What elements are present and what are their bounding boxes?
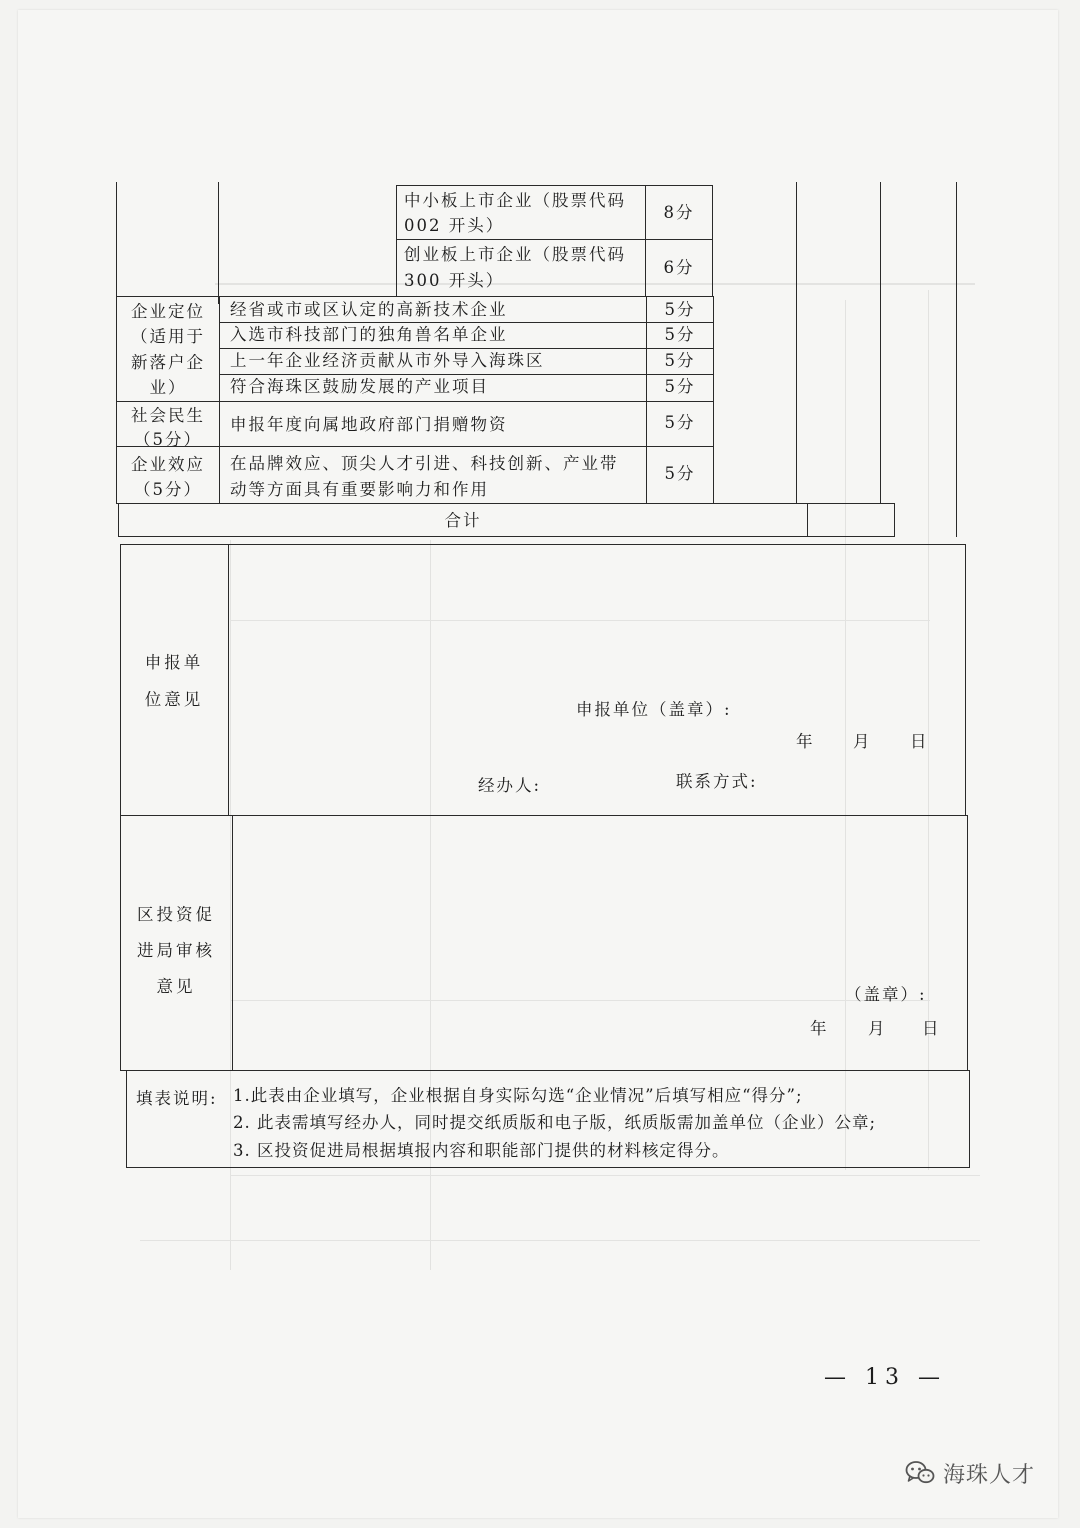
positioning-category-line: （适用于 bbox=[131, 327, 205, 346]
score-column-rule bbox=[880, 182, 881, 504]
effect-item-score: 5分 bbox=[664, 464, 696, 483]
positioning-category-line: 企业定位 bbox=[131, 302, 205, 321]
applicant-handler-label: 经办人: bbox=[478, 776, 542, 795]
category-column-rule bbox=[218, 182, 219, 304]
notes-item: 3. 区投资促进局根据填报内容和职能部门提供的材料核定得分。 bbox=[233, 1141, 730, 1160]
effect-item-label-line: 在品牌效应、顶尖人才引进、科技创新、产业带 bbox=[230, 454, 619, 473]
applicant-contact-label: 联系方式: bbox=[676, 772, 758, 791]
notes-item: 2. 此表需填写经办人，同时提交纸质版和电子版，纸质版需加盖单位（企业）公章; bbox=[233, 1113, 877, 1132]
watermark bbox=[905, 1458, 1035, 1488]
total-score-cell bbox=[807, 503, 895, 537]
listing-score: 6分 bbox=[663, 258, 695, 277]
positioning-item-label: 上一年企业经济贡献从市外导入海珠区 bbox=[230, 351, 545, 370]
applicant-date-day: 日 bbox=[910, 732, 929, 751]
livelihood-item-score: 5分 bbox=[664, 413, 696, 432]
positioning-category-line: 新落户企 bbox=[131, 353, 205, 372]
applicant-date-month: 月 bbox=[853, 732, 872, 751]
listing-label-line2: 300 开头） bbox=[404, 271, 505, 290]
applicant-opinion-label-line: 申报单 bbox=[144, 653, 204, 672]
notes-title: 填表说明: bbox=[136, 1089, 218, 1108]
listing-label-line1: 创业板上市企业（股票代码 bbox=[404, 245, 626, 264]
wechat-icon bbox=[905, 1460, 935, 1486]
livelihood-category-line: 社会民生 bbox=[131, 406, 205, 425]
applicant-opinion-block bbox=[120, 544, 966, 816]
positioning-item-label: 符合海珠区鼓励发展的产业项目 bbox=[230, 377, 489, 396]
notes-item: 1.此表由企业填写，企业根据自身实际勾选“企业情况”后填写相应“得分”; bbox=[233, 1086, 803, 1105]
effect-category-line: （5分） bbox=[134, 480, 202, 499]
applicant-seal-label: 申报单位（盖章）: bbox=[576, 700, 732, 719]
effect-category-line: 企业效应 bbox=[131, 455, 205, 474]
livelihood-category-line: （5分） bbox=[134, 430, 202, 449]
review-opinion-label-line: 区投资促 bbox=[137, 905, 215, 924]
review-date-month: 月 bbox=[868, 1019, 887, 1038]
positioning-category-line: 业） bbox=[149, 378, 187, 397]
total-label: 合计 bbox=[444, 511, 482, 530]
review-seal-label: （盖章）: bbox=[845, 985, 927, 1004]
positioning-item-label: 经省或市或区认定的高新技术企业 bbox=[230, 300, 508, 319]
review-opinion-divider bbox=[232, 815, 233, 1071]
listing-label-line2: 002 开头） bbox=[404, 216, 505, 235]
review-opinion-label-line: 进局审核 bbox=[137, 941, 215, 960]
livelihood-item-label: 申报年度向属地政府部门捐赠物资 bbox=[230, 415, 508, 434]
positioning-item-score: 5分 bbox=[664, 351, 696, 370]
applicant-opinion-divider bbox=[228, 544, 229, 816]
positioning-item-label: 入选市科技部门的独角兽名单企业 bbox=[230, 325, 508, 344]
positioning-item-score: 5分 bbox=[664, 300, 696, 319]
listing-score: 8分 bbox=[663, 203, 695, 222]
table-right-rule bbox=[956, 182, 957, 537]
watermark-text: 海珠人才 bbox=[943, 1462, 1036, 1488]
applicant-opinion-label-line: 位意见 bbox=[144, 690, 204, 709]
page-number: — 13 — bbox=[824, 1365, 946, 1390]
check-column-rule bbox=[796, 182, 797, 504]
review-date-year: 年 bbox=[810, 1019, 829, 1038]
listing-label-line1: 中小板上市企业（股票代码 bbox=[404, 191, 626, 210]
positioning-item-score: 5分 bbox=[664, 377, 696, 396]
review-date-day: 日 bbox=[922, 1019, 941, 1038]
positioning-item-score: 5分 bbox=[664, 325, 696, 344]
applicant-date-year: 年 bbox=[796, 732, 815, 751]
effect-item-label-line: 动等方面具有重要影响力和作用 bbox=[230, 480, 489, 499]
review-opinion-label-line: 意见 bbox=[156, 977, 196, 996]
review-opinion-block bbox=[120, 815, 968, 1071]
